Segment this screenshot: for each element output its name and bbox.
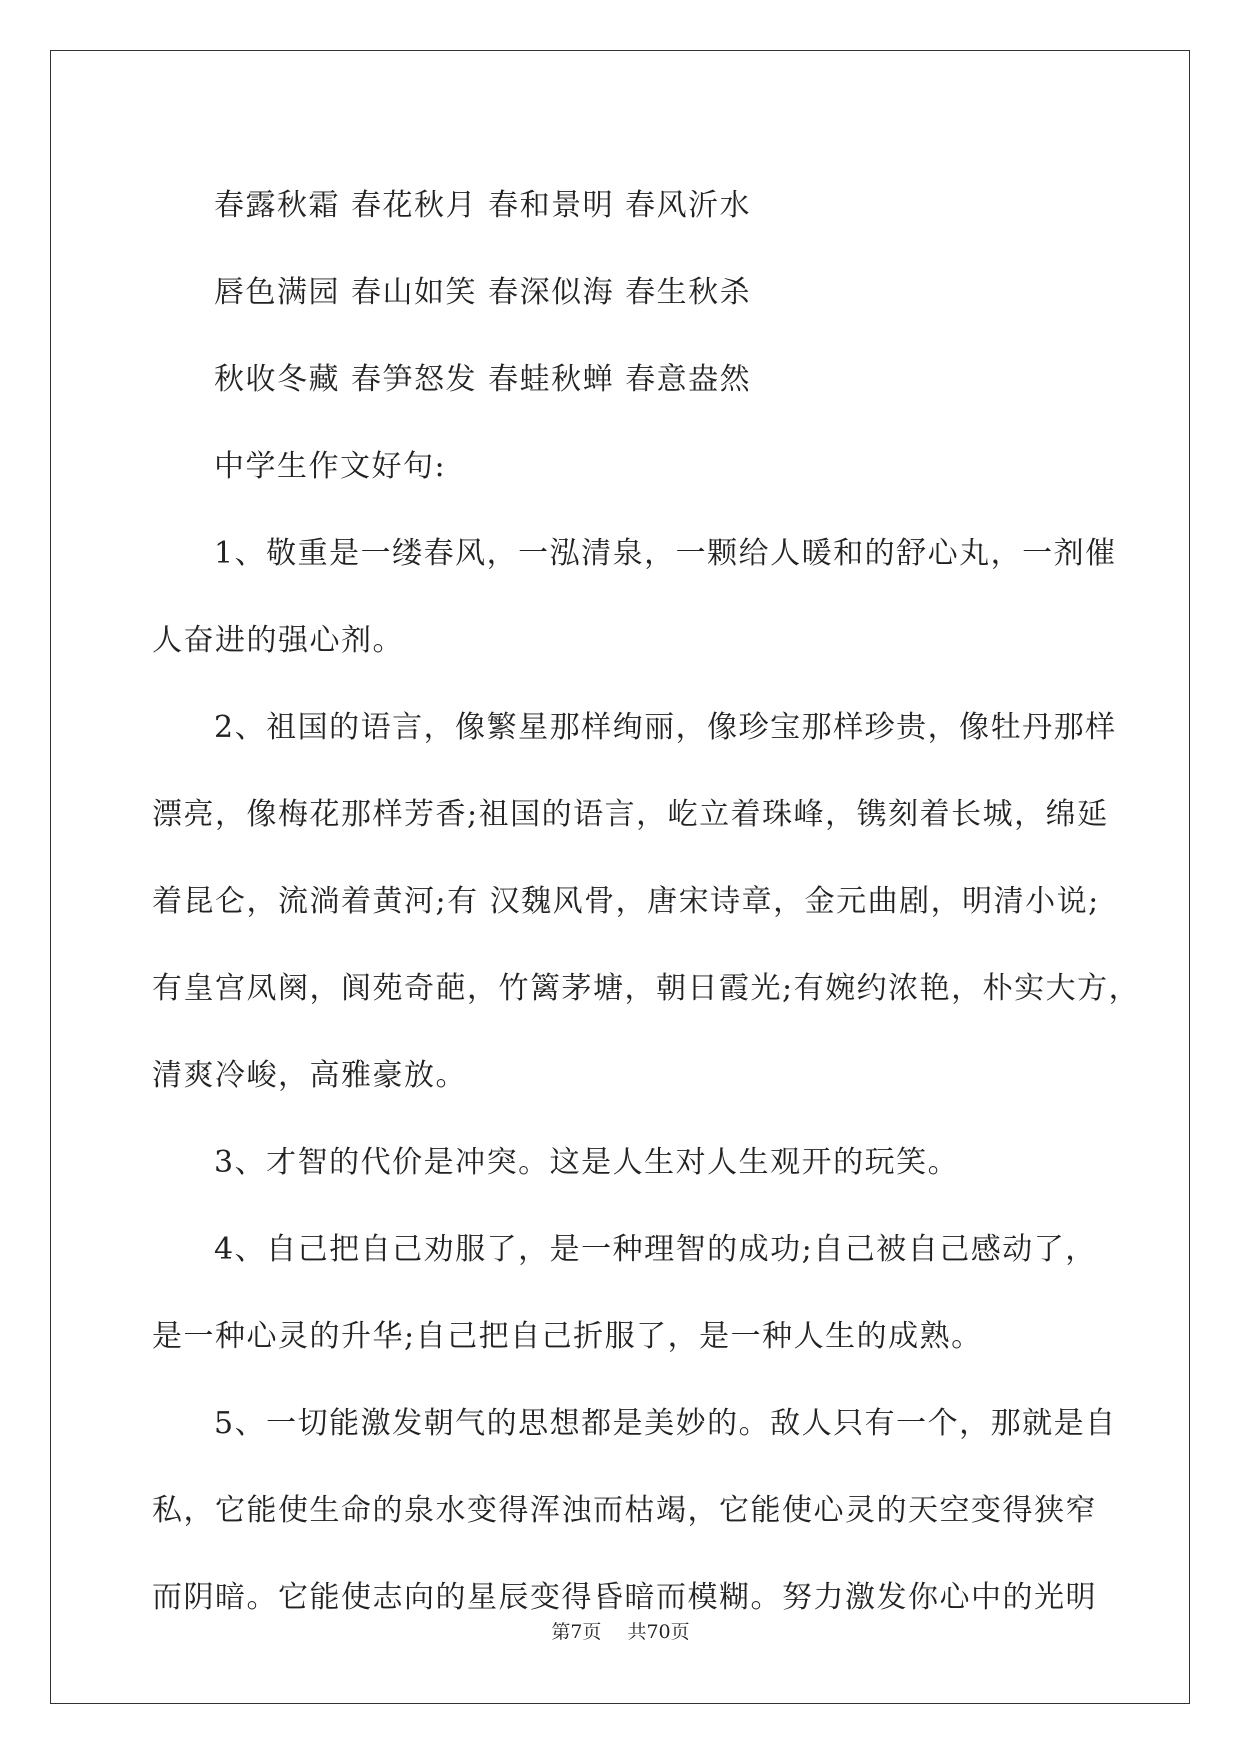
text-line: 唇色满园 春山如笑 春深似海 春生秋杀 (214, 275, 752, 310)
text-line: 5、一切能激发朝气的思想都是美妙的。敌人只有一个，那就是自 (214, 1406, 1117, 1441)
text-line: 私，它能使生命的泉水变得浑浊而枯竭，它能使心灵的天空变得狭窄 (152, 1493, 1097, 1528)
page-number: 第7页 (551, 1621, 602, 1643)
text-line: 4、自己把自己劝服了，是一种理智的成功;自己被自己感动了， (214, 1232, 1097, 1267)
text-line: 2、祖国的语言，像繁星那样绚丽，像珍宝那样珍贵，像牡丹那样 (214, 710, 1117, 745)
text-line: 秋收冬藏 春笋怒发 春蛙秋蝉 春意盎然 (214, 362, 752, 397)
text-line: 人奋进的强心剂。 (152, 623, 404, 658)
page-footer (0, 1617, 1241, 1644)
text-line: 有皇宫凤阕，阆苑奇葩，竹篱茅塘，朝日霞光;有婉约浓艳，朴实大方， (152, 971, 1141, 1006)
text-line: 3、才智的代价是冲突。这是人生对人生观开的玩笑。 (214, 1145, 960, 1180)
section-heading: 中学生作文好句: (214, 449, 447, 484)
total-pages: 共70页 (627, 1621, 690, 1643)
text-line: 漂亮，像梅花那样芳香;祖国的语言，屹立着珠峰，镌刻着长城，绵延 (152, 797, 1109, 832)
text-line: 而阴暗。它能使志向的星辰变得昏暗而模糊。努力激发你心中的光明 (152, 1580, 1097, 1615)
text-line: 着昆仑，流淌着黄河;有 汉魏风骨，唐宋诗章，金元曲剧，明清小说; (152, 884, 1100, 919)
text-line: 1、敬重是一缕春风，一泓清泉，一颗给人暖和的舒心丸，一剂催 (214, 536, 1117, 571)
text-line: 春露秋霜 春花秋月 春和景明 春风沂水 (214, 188, 752, 223)
text-line: 是一种心灵的升华;自己把自己折服了，是一种人生的成熟。 (152, 1319, 983, 1354)
text-line: 清爽冷峻，高雅豪放。 (152, 1058, 467, 1093)
document-body (152, 162, 1141, 1641)
